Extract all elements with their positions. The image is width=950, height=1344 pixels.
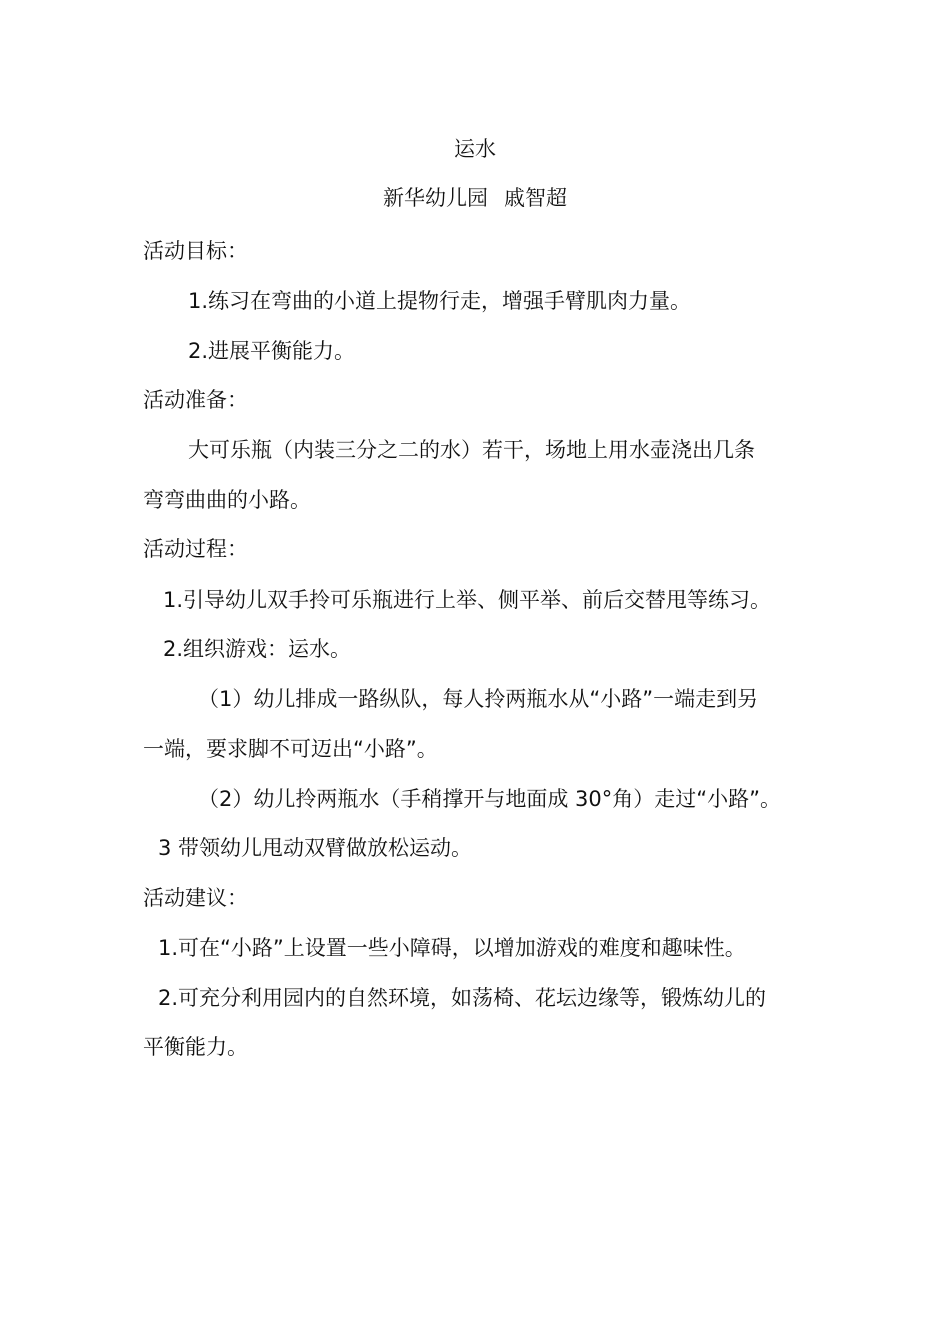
preparation-text-line-1: 大可乐瓶（内装三分之二的水）若干，场地上用水壶浇出几条 <box>188 438 755 462</box>
suggestion-item-1: 1.可在“小路”上设置一些小障碍，以增加游戏的难度和趣味性。 <box>158 936 746 960</box>
suggestion-item-2-line-1: 2.可充分利用园内的自然环境，如荡椅、花坛边缘等，锻炼幼儿的 <box>158 986 767 1010</box>
goal-item-1: 1.练习在弯曲的小道上提物行走，增强手臂肌肉力量。 <box>188 289 692 313</box>
suggestions-heading: 活动建议： <box>143 886 248 910</box>
goal-item-2: 2.进展平衡能力。 <box>188 339 356 363</box>
process-heading: 活动过程： <box>143 537 248 561</box>
suggestion-item-2-line-2: 平衡能力。 <box>143 1035 248 1059</box>
preparation-heading: 活动准备： <box>143 388 248 412</box>
process-substep-2: （2）幼儿拎两瓶水（手稍撑开与地面成 30°角）走过“小路”。 <box>198 787 782 811</box>
process-step-3: 3 带领幼儿甩动双臂做放松运动。 <box>158 836 473 860</box>
process-substep-1-line-1: （1）幼儿排成一路纵队，每人拎两瓶水从“小路”一端走到另 <box>198 687 759 711</box>
process-step-1: 1.引导幼儿双手拎可乐瓶进行上举、侧平举、前后交替甩等练习。 <box>163 588 772 612</box>
author-name: 戚智超 <box>504 186 567 210</box>
process-step-2: 2.组织游戏：运水。 <box>163 637 352 661</box>
process-substep-1-line-2: 一端，要求脚不可迈出“小路”。 <box>143 737 438 761</box>
school-name: 新华幼儿园 <box>383 186 488 210</box>
document-title: 运水 <box>454 137 496 161</box>
goals-heading: 活动目标： <box>143 239 248 263</box>
preparation-text-line-2: 弯弯曲曲的小路。 <box>143 488 311 512</box>
author-line <box>0 183 950 213</box>
